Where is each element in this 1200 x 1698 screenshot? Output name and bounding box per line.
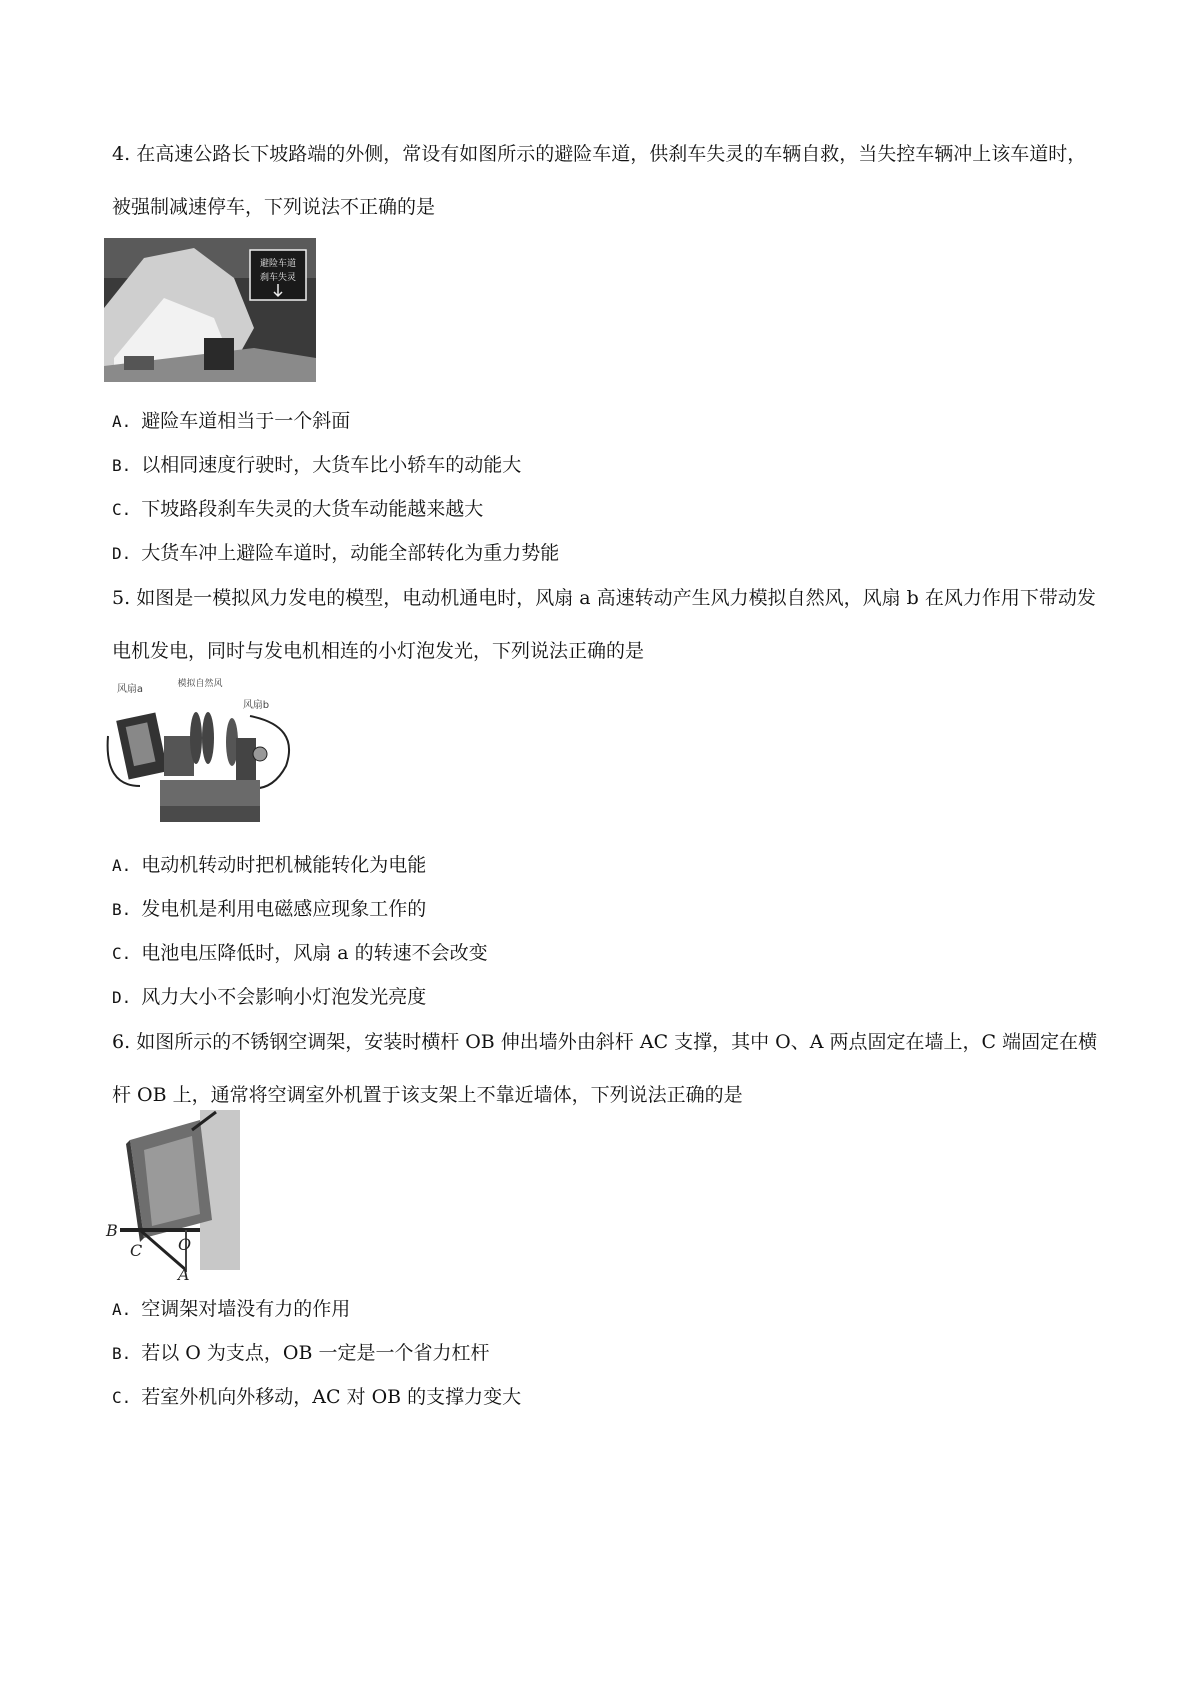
question-number: 6. <box>112 1031 131 1053</box>
question-6-stem <box>112 1016 1102 1122</box>
option-letter: C. <box>112 944 132 963</box>
option-letter: C. <box>112 500 132 519</box>
wind-label: 模拟自然风 <box>177 679 223 689</box>
option-text: 电池电压降低时，风扇 a 的转速不会改变 <box>141 942 488 964</box>
option-text: 若室外机向外移动，AC 对 OB 的支撑力变大 <box>141 1386 522 1408</box>
question-4-stem <box>112 128 1102 234</box>
option-letter: C. <box>112 1388 132 1407</box>
option-letter: A. <box>112 1300 132 1319</box>
option-text: 发电机是利用电磁感应现象工作的 <box>141 898 427 920</box>
option-text: 风力大小不会影响小灯泡发光亮度 <box>141 986 427 1008</box>
question-text: 如图所示的不锈钢空调架，安装时横杆 OB 伸出墙外由斜杆 AC 支撑，其中 O、A 两点固定在墙上，C 端固定在横杆 OB 上，通常将空调室外机置于该支架上不靠近墙体，下列说法正确的是 <box>112 1031 1098 1106</box>
fan-b-label: 风扇b <box>242 700 270 711</box>
sign-line-2: 刹车失灵 <box>259 273 297 283</box>
option-text: 若以 O 为支点，OB 一定是一个省力杠杆 <box>141 1342 490 1364</box>
question-4-option-d <box>112 538 559 569</box>
option-letter: A. <box>112 856 132 875</box>
question-5-option-b <box>112 894 426 925</box>
option-letter: B. <box>112 456 132 475</box>
question-5-option-d <box>112 982 426 1013</box>
question-number: 4. <box>112 143 131 165</box>
question-5-option-a <box>112 850 426 881</box>
air-conditioner-bracket-photo <box>100 1110 250 1282</box>
option-text: 空调架对墙没有力的作用 <box>141 1298 351 1320</box>
point-o-label: O <box>178 1235 192 1254</box>
question-6-option-b <box>112 1338 490 1369</box>
option-text: 以相同速度行驶时，大货车比小轿车的动能大 <box>141 454 522 476</box>
fan-a-label: 风扇a <box>116 684 144 695</box>
option-text: 大货车冲上避险车道时，动能全部转化为重力势能 <box>141 542 560 564</box>
runaway-truck-ramp-photo <box>104 238 316 382</box>
option-letter: B. <box>112 900 132 919</box>
question-5-stem <box>112 572 1102 678</box>
wind-generator-model-photo <box>100 676 300 832</box>
question-6-option-c <box>112 1382 521 1413</box>
point-c-label: C <box>130 1241 143 1260</box>
sign-line-1: 避险车道 <box>259 259 297 269</box>
question-4-option-b <box>112 450 521 481</box>
option-letter: A. <box>112 412 132 431</box>
question-4-option-c <box>112 494 483 525</box>
option-text: 下坡路段刹车失灵的大货车动能越来越大 <box>141 498 484 520</box>
option-text: 电动机转动时把机械能转化为电能 <box>141 854 427 876</box>
question-number: 5. <box>112 587 131 609</box>
option-text: 避险车道相当于一个斜面 <box>141 410 351 432</box>
point-b-label: B <box>106 1221 118 1240</box>
question-6-option-a <box>112 1294 350 1325</box>
question-5-option-c <box>112 938 488 969</box>
option-letter: D. <box>112 988 132 1007</box>
question-4-option-a <box>112 406 350 437</box>
point-a-label: A <box>178 1265 190 1282</box>
question-text: 在高速公路长下坡路端的外侧，常设有如图所示的避险车道，供刹车失灵的车辆自救，当失控车辆冲上该车道时，被强制减速停车，下列说法不正确的是 <box>112 143 1087 218</box>
question-text: 如图是一模拟风力发电的模型，电动机通电时，风扇 a 高速转动产生风力模拟自然风，风扇 b 在风力作用下带动发电机发电，同时与发电机相连的小灯泡发光，下列说法正确的是 <box>112 587 1096 662</box>
option-letter: B. <box>112 1344 132 1363</box>
option-letter: D. <box>112 544 132 563</box>
